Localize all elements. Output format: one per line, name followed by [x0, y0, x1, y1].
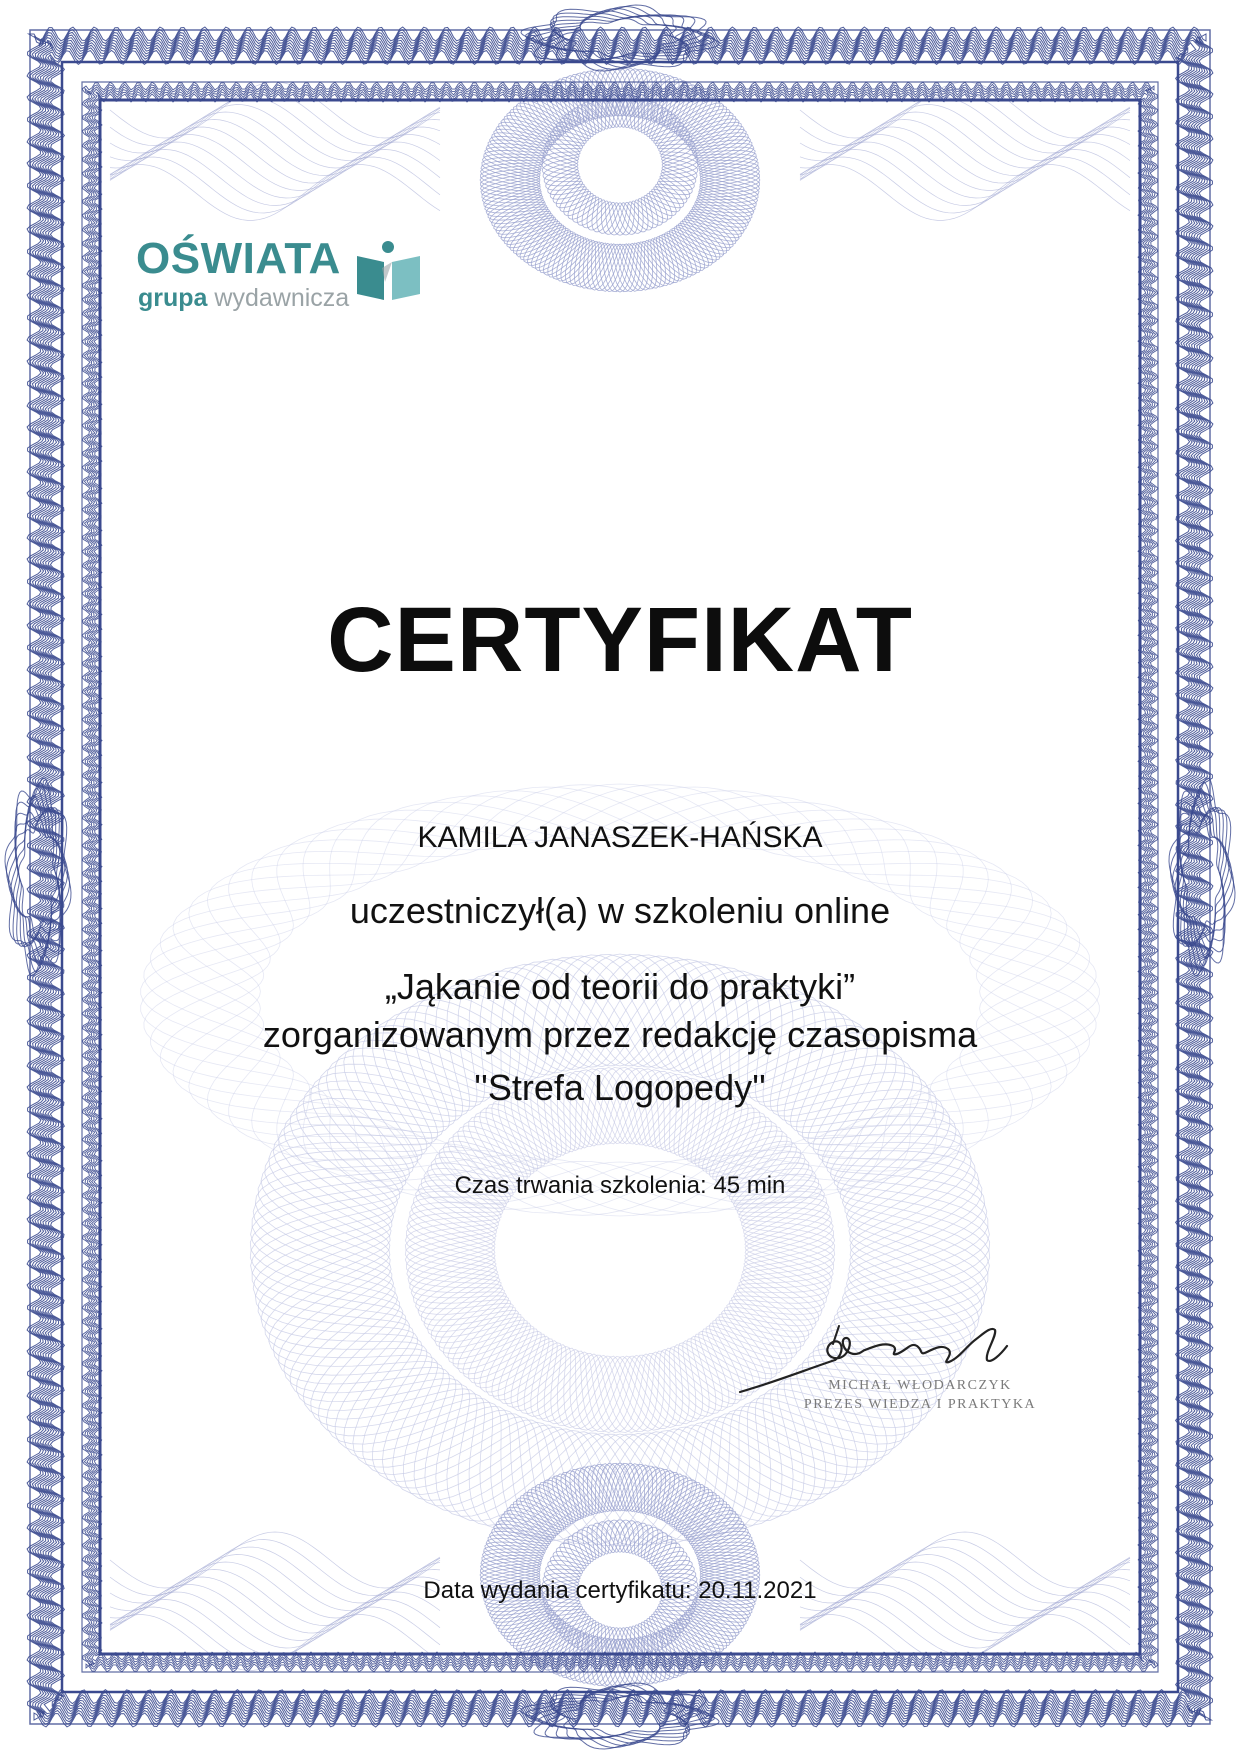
open-book-reader-icon [354, 238, 424, 302]
logo-subtitle-bold: grupa [138, 284, 208, 312]
logo-subtitle [138, 284, 349, 312]
training-duration: Czas trwania szkolenia: 45 min [454, 1172, 786, 1199]
organizer-line: zorganizowanym przez redakcję czasopisma [262, 1014, 978, 1055]
participant-name: KAMILA JANASZEK-HAŃSKA [417, 821, 823, 854]
participation-statement: uczestniczył(a) w szkoleniu online [349, 890, 891, 931]
signatory-role: PREZES WIEDZA I PRAKTYKA [803, 1397, 1037, 1412]
signatory-name: MICHAŁ WŁODARCZYK [828, 1378, 1012, 1393]
logo-name: OŚWIATA [136, 234, 341, 283]
certificate-title: CERTYFIKAT [327, 589, 913, 691]
publisher-logo [136, 236, 436, 316]
issue-date: Data wydania certyfikatu: 20.11.2021 [423, 1577, 817, 1604]
logo-subtitle-light: wydawnicza [214, 284, 350, 312]
magazine-name: ''Strefa Logopedy'' [474, 1067, 766, 1108]
training-title: „Jąkanie od teorii do praktyki” [384, 966, 856, 1007]
